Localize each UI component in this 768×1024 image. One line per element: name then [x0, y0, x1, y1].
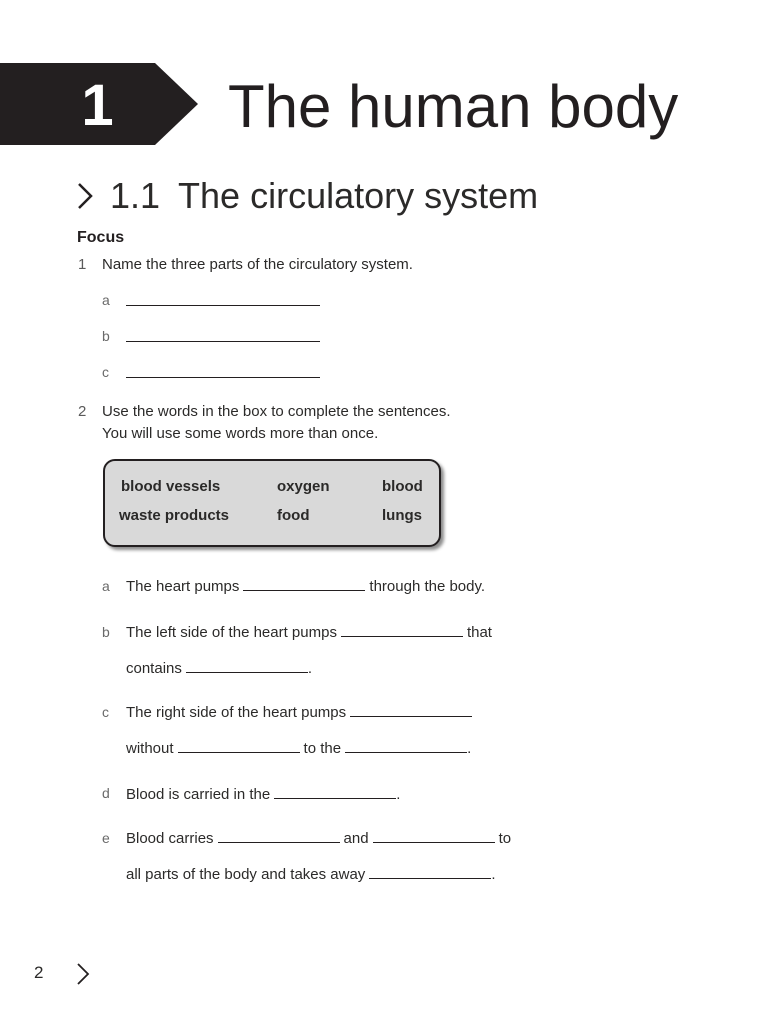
sentence-text: .: [467, 740, 472, 757]
answer-blank[interactable]: [345, 738, 467, 753]
word-box-word: oxygen: [277, 478, 330, 495]
question-2-text-line-2: You will use some words more than once.: [102, 425, 379, 442]
sentence-text: The left side of the heart pumps: [126, 624, 337, 641]
answer-blank[interactable]: [369, 864, 491, 879]
question-1-part-c-label: c: [102, 364, 109, 380]
sentence-text: The right side of the heart pumps: [126, 704, 347, 721]
sentence-c-label: c: [102, 704, 109, 720]
sentence-text: that: [466, 624, 492, 641]
word-box-word: lungs: [382, 507, 422, 524]
question-2-text-line-1: Use the words in the box to complete the sentences.: [102, 403, 451, 420]
sentence-text: and: [343, 830, 369, 847]
sentence-text: .: [396, 786, 401, 803]
sentence-text: without: [126, 740, 174, 757]
chevron-right-icon: [76, 962, 90, 986]
sentence-text: contains: [126, 660, 182, 677]
sentence-text: .: [491, 866, 496, 883]
sentence-text: The heart pumps: [126, 578, 240, 595]
sentence-text: .: [307, 660, 313, 677]
sentence-e-line-1: [126, 828, 511, 849]
answer-blank[interactable]: [178, 738, 300, 753]
section-heading: [76, 172, 538, 220]
answer-blank[interactable]: [186, 658, 308, 673]
question-1-number: 1: [78, 256, 87, 273]
focus-label: Focus: [77, 229, 125, 246]
sentence-text: through the body.: [369, 578, 486, 595]
question-1-part-a-answer-line[interactable]: [126, 305, 320, 306]
sentence-d: [126, 784, 400, 805]
chevron-right-icon: [76, 181, 94, 211]
answer-blank[interactable]: [243, 576, 365, 591]
sentence-text: Blood carries: [126, 830, 214, 847]
sentence-c-line-2: [126, 738, 471, 759]
question-1-part-b-label: b: [102, 328, 110, 344]
word-box-word: blood vessels: [121, 478, 221, 495]
sentence-a-label: a: [102, 578, 110, 594]
word-box: [103, 459, 441, 547]
question-2-number: 2: [78, 403, 87, 420]
answer-blank[interactable]: [341, 622, 463, 637]
question-1-text: Name the three parts of the circulatory system.: [102, 256, 413, 273]
sentence-c-line-1: [126, 702, 476, 723]
word-box-word: blood: [382, 478, 423, 495]
sentence-d-label: d: [102, 785, 110, 801]
sentence-b-line-2: [126, 658, 312, 679]
question-1-part-c-answer-line[interactable]: [126, 377, 320, 378]
sentence-text: all parts of the body and takes away: [126, 866, 366, 883]
answer-blank[interactable]: [218, 828, 340, 843]
answer-blank[interactable]: [350, 702, 472, 717]
chapter-banner: [0, 63, 198, 145]
sentence-a: [126, 576, 485, 597]
answer-blank[interactable]: [373, 828, 495, 843]
sentence-e-label: e: [102, 830, 110, 846]
sentence-b-line-1: [126, 622, 492, 643]
question-1-part-b-answer-line[interactable]: [126, 341, 320, 342]
chapter-number: 1: [81, 73, 114, 138]
sentence-b-label: b: [102, 624, 110, 640]
chapter-title: The human body: [228, 73, 679, 140]
sentence-text: to: [498, 830, 512, 847]
page-number: 2: [34, 963, 44, 982]
question-1-part-a-label: a: [102, 292, 110, 308]
word-box-word: food: [277, 507, 310, 524]
word-box-word: waste products: [119, 507, 230, 524]
answer-blank[interactable]: [274, 784, 396, 799]
section-number: 1.1: [110, 175, 161, 216]
sentence-text: Blood is carried in the: [126, 786, 271, 803]
sentence-e-line-2: [126, 864, 495, 885]
section-title: The circulatory system: [178, 175, 539, 216]
sentence-text: to the: [303, 740, 342, 757]
